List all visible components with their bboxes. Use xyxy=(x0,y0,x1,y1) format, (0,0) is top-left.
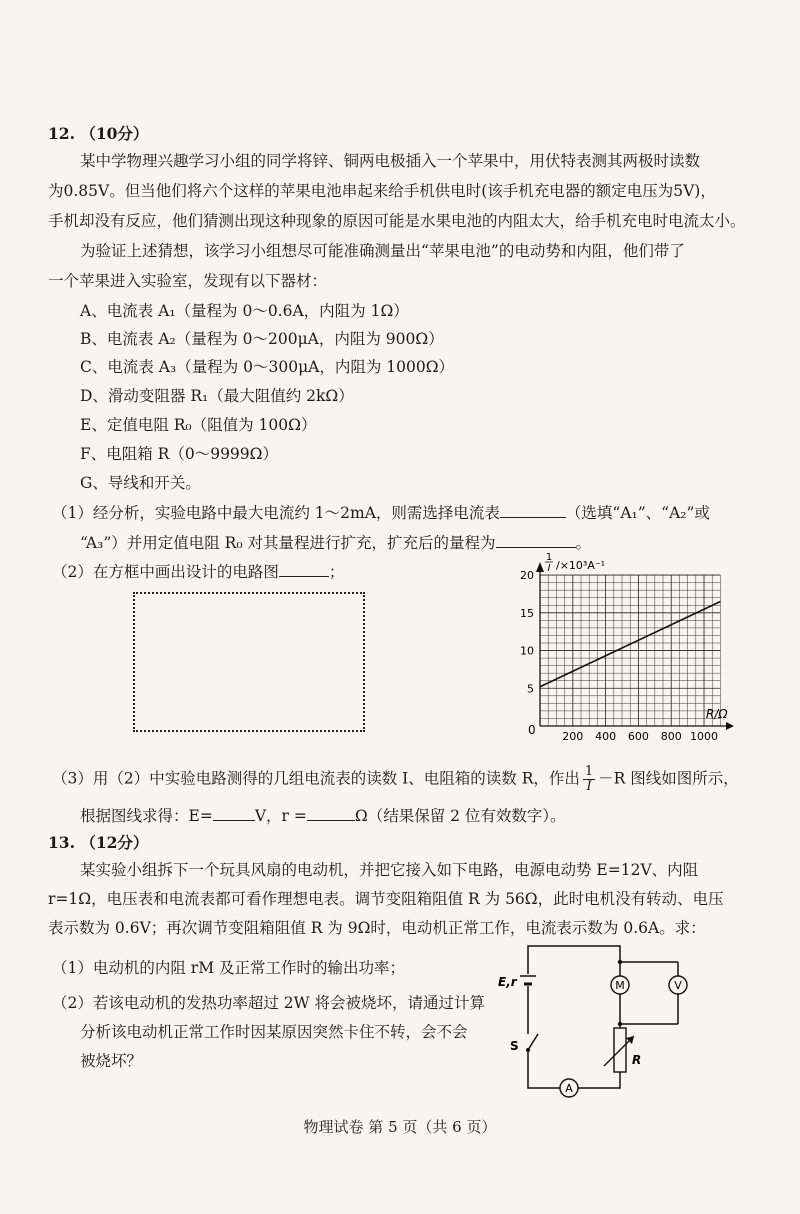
y-tick-label: 15 xyxy=(520,606,534,620)
x-tick-label: 200 xyxy=(562,730,584,743)
q13-header: 13. （12分） xyxy=(48,833,149,852)
q13-sub2-line: （2）若该电动机的发热功率超过 2W 将会被烧坏，请通过计算 xyxy=(52,994,486,1012)
y-axis-unit: /×10³A⁻¹ xyxy=(556,559,606,572)
circuit-drawing-box[interactable] xyxy=(133,592,365,732)
junction-dot xyxy=(618,1022,622,1026)
resistor-label: R xyxy=(632,1053,642,1067)
q12-paragraph-line: 某中学物理兴趣学习小组的同学将锌、铜两电极插入一个苹果中，用伏特表测其两极时读数 xyxy=(80,152,701,170)
q12-paragraph-line: 一个苹果进入实验室，发现有以下器材： xyxy=(48,272,328,290)
y-tick-labels xyxy=(520,569,534,695)
punctuation: 。 xyxy=(575,534,592,552)
motor-label: M xyxy=(615,979,625,992)
equipment-item: C、电流表 A₃（量程为 0～300μA，内阻为 1000Ω） xyxy=(80,358,455,376)
battery-symbol xyxy=(520,976,536,984)
q12-sub3-text: V，r = xyxy=(254,807,307,825)
page-footer: 物理试卷 第 5 页（共 6 页） xyxy=(303,1118,497,1136)
q12-paragraph-line: 手机却没有反应，他们猜测出现这种现象的原因可能是水果电池的内阻太大，给手机充电时电流太小。 xyxy=(48,212,746,230)
punctuation: ； xyxy=(328,563,345,581)
q12-sub2-text: （2）在方框中画出设计的电路图 xyxy=(52,563,279,581)
graph-grid xyxy=(540,575,720,726)
answer-blank-emf[interactable] xyxy=(213,804,255,821)
x-tick-label: 1000 xyxy=(690,730,719,743)
inverse-current-fraction xyxy=(583,765,595,794)
y-label-numerator: 1 xyxy=(545,552,553,563)
fraction-denominator: I xyxy=(586,779,592,794)
y-tick-label: 10 xyxy=(520,644,534,658)
q13-paragraph-line: r=1Ω，电压表和电流表都可看作理想电表。调节变阻箱阻值 R 为 56Ω，此时电机没有转动、电压 xyxy=(48,890,724,908)
q12-header: 12. （10分） xyxy=(48,124,149,143)
q12-sub1-text: “A₃”）并用定值电阻 R₀ 对其量程进行扩充，扩充后的量程为 xyxy=(80,534,496,552)
q12-sub2-line xyxy=(52,560,344,583)
ammeter-label: A xyxy=(565,1082,573,1095)
q12-paragraph-line: 为0.85V。但当他们将六个这样的苹果电池串起来给手机供电时(该手机充电器的额定电压为5V)， xyxy=(48,182,716,200)
q12-sub3-text: －R 图线如图所示， xyxy=(598,769,739,788)
equipment-item: B、电流表 A₂（量程为 0～200μA，内阻为 900Ω） xyxy=(80,330,444,348)
q12-paragraph-line: 为验证上述猜想，该学习小组想尽可能准确测量出“苹果电池”的电动势和内阻，他们带了 xyxy=(80,242,685,260)
fraction-numerator: 1 xyxy=(584,764,594,779)
circuit-wires xyxy=(528,946,678,1088)
q12-sub3-line xyxy=(80,804,566,827)
q13-sub2-line: 分析该电动机正常工作时因某原因突然卡住不转，会不会 xyxy=(80,1023,468,1041)
q12-sub1-options: （选填“A₁”、“A₂”或 xyxy=(565,504,710,522)
source-label: E,r xyxy=(498,975,517,989)
x-tick-label: 600 xyxy=(627,730,649,743)
y-label-denominator: I xyxy=(547,563,551,574)
junction-dot xyxy=(618,960,622,964)
equipment-item: G、导线和开关。 xyxy=(80,474,201,492)
equipment-item: E、定值电阻 R₀（阻值为 100Ω） xyxy=(80,416,317,434)
origin-label: 0 xyxy=(528,723,536,737)
q13-sub2-line: 被烧坏？ xyxy=(80,1052,143,1070)
x-axis-label: R/Ω xyxy=(706,707,728,721)
switch-symbol xyxy=(526,1034,538,1052)
switch-label: S xyxy=(510,1039,519,1053)
motor-circuit-diagram xyxy=(490,938,720,1108)
answer-blank-range[interactable] xyxy=(496,531,576,548)
x-axis-arrow xyxy=(726,722,734,730)
answer-blank-internal-resistance[interactable] xyxy=(307,804,355,821)
q12-sub1-text: （1）经分析，实验电路中最大电流约 1～2mA，则需选择电流表 xyxy=(52,504,500,522)
y-tick-label: 20 xyxy=(520,569,534,583)
x-tick-label: 400 xyxy=(595,730,617,743)
y-tick-label: 5 xyxy=(527,682,534,696)
voltmeter-label: V xyxy=(674,979,682,992)
equipment-item: F、电阻箱 R（0～9999Ω） xyxy=(80,445,279,463)
q12-sub3-text: 根据图线求得：E= xyxy=(80,807,213,825)
q12-sub3-line xyxy=(52,765,739,794)
y-axis-arrow xyxy=(536,562,544,572)
q13-paragraph-line: 表示数为 0.6V；再次调节变阻箱阻值 R 为 9Ω时，电动机正常工作，电流表示数为 0.6A。求： xyxy=(48,919,706,937)
equipment-item: D、滑动变阻器 R₁（最大阻值约 2kΩ） xyxy=(80,387,354,405)
q12-sub3-text: （3）用（2）中实验电路测得的几组电流表的读数 I、电阻箱的读数 R，作出 xyxy=(52,769,580,788)
q13-paragraph-line: 某实验小组拆下一个玩具风扇的电动机，并把它接入如下电路，电源电动势 E=12V、内阻 xyxy=(80,861,699,879)
equipment-item: A、电流表 A₁（量程为 0～0.6A，内阻为 1Ω） xyxy=(80,302,409,320)
answer-blank-circuit[interactable] xyxy=(279,560,329,577)
inverse-current-vs-resistance-graph xyxy=(500,548,740,748)
x-tick-labels xyxy=(562,730,718,743)
q13-sub1: （1）电动机的内阻 rM 及正常工作时的输出功率； xyxy=(52,959,405,977)
q12-sub3-text: Ω（结果保留 2 位有效数字）。 xyxy=(354,807,566,825)
q12-sub1-line xyxy=(52,501,710,524)
answer-blank-ammeter[interactable] xyxy=(500,501,566,518)
x-tick-label: 800 xyxy=(660,730,682,743)
